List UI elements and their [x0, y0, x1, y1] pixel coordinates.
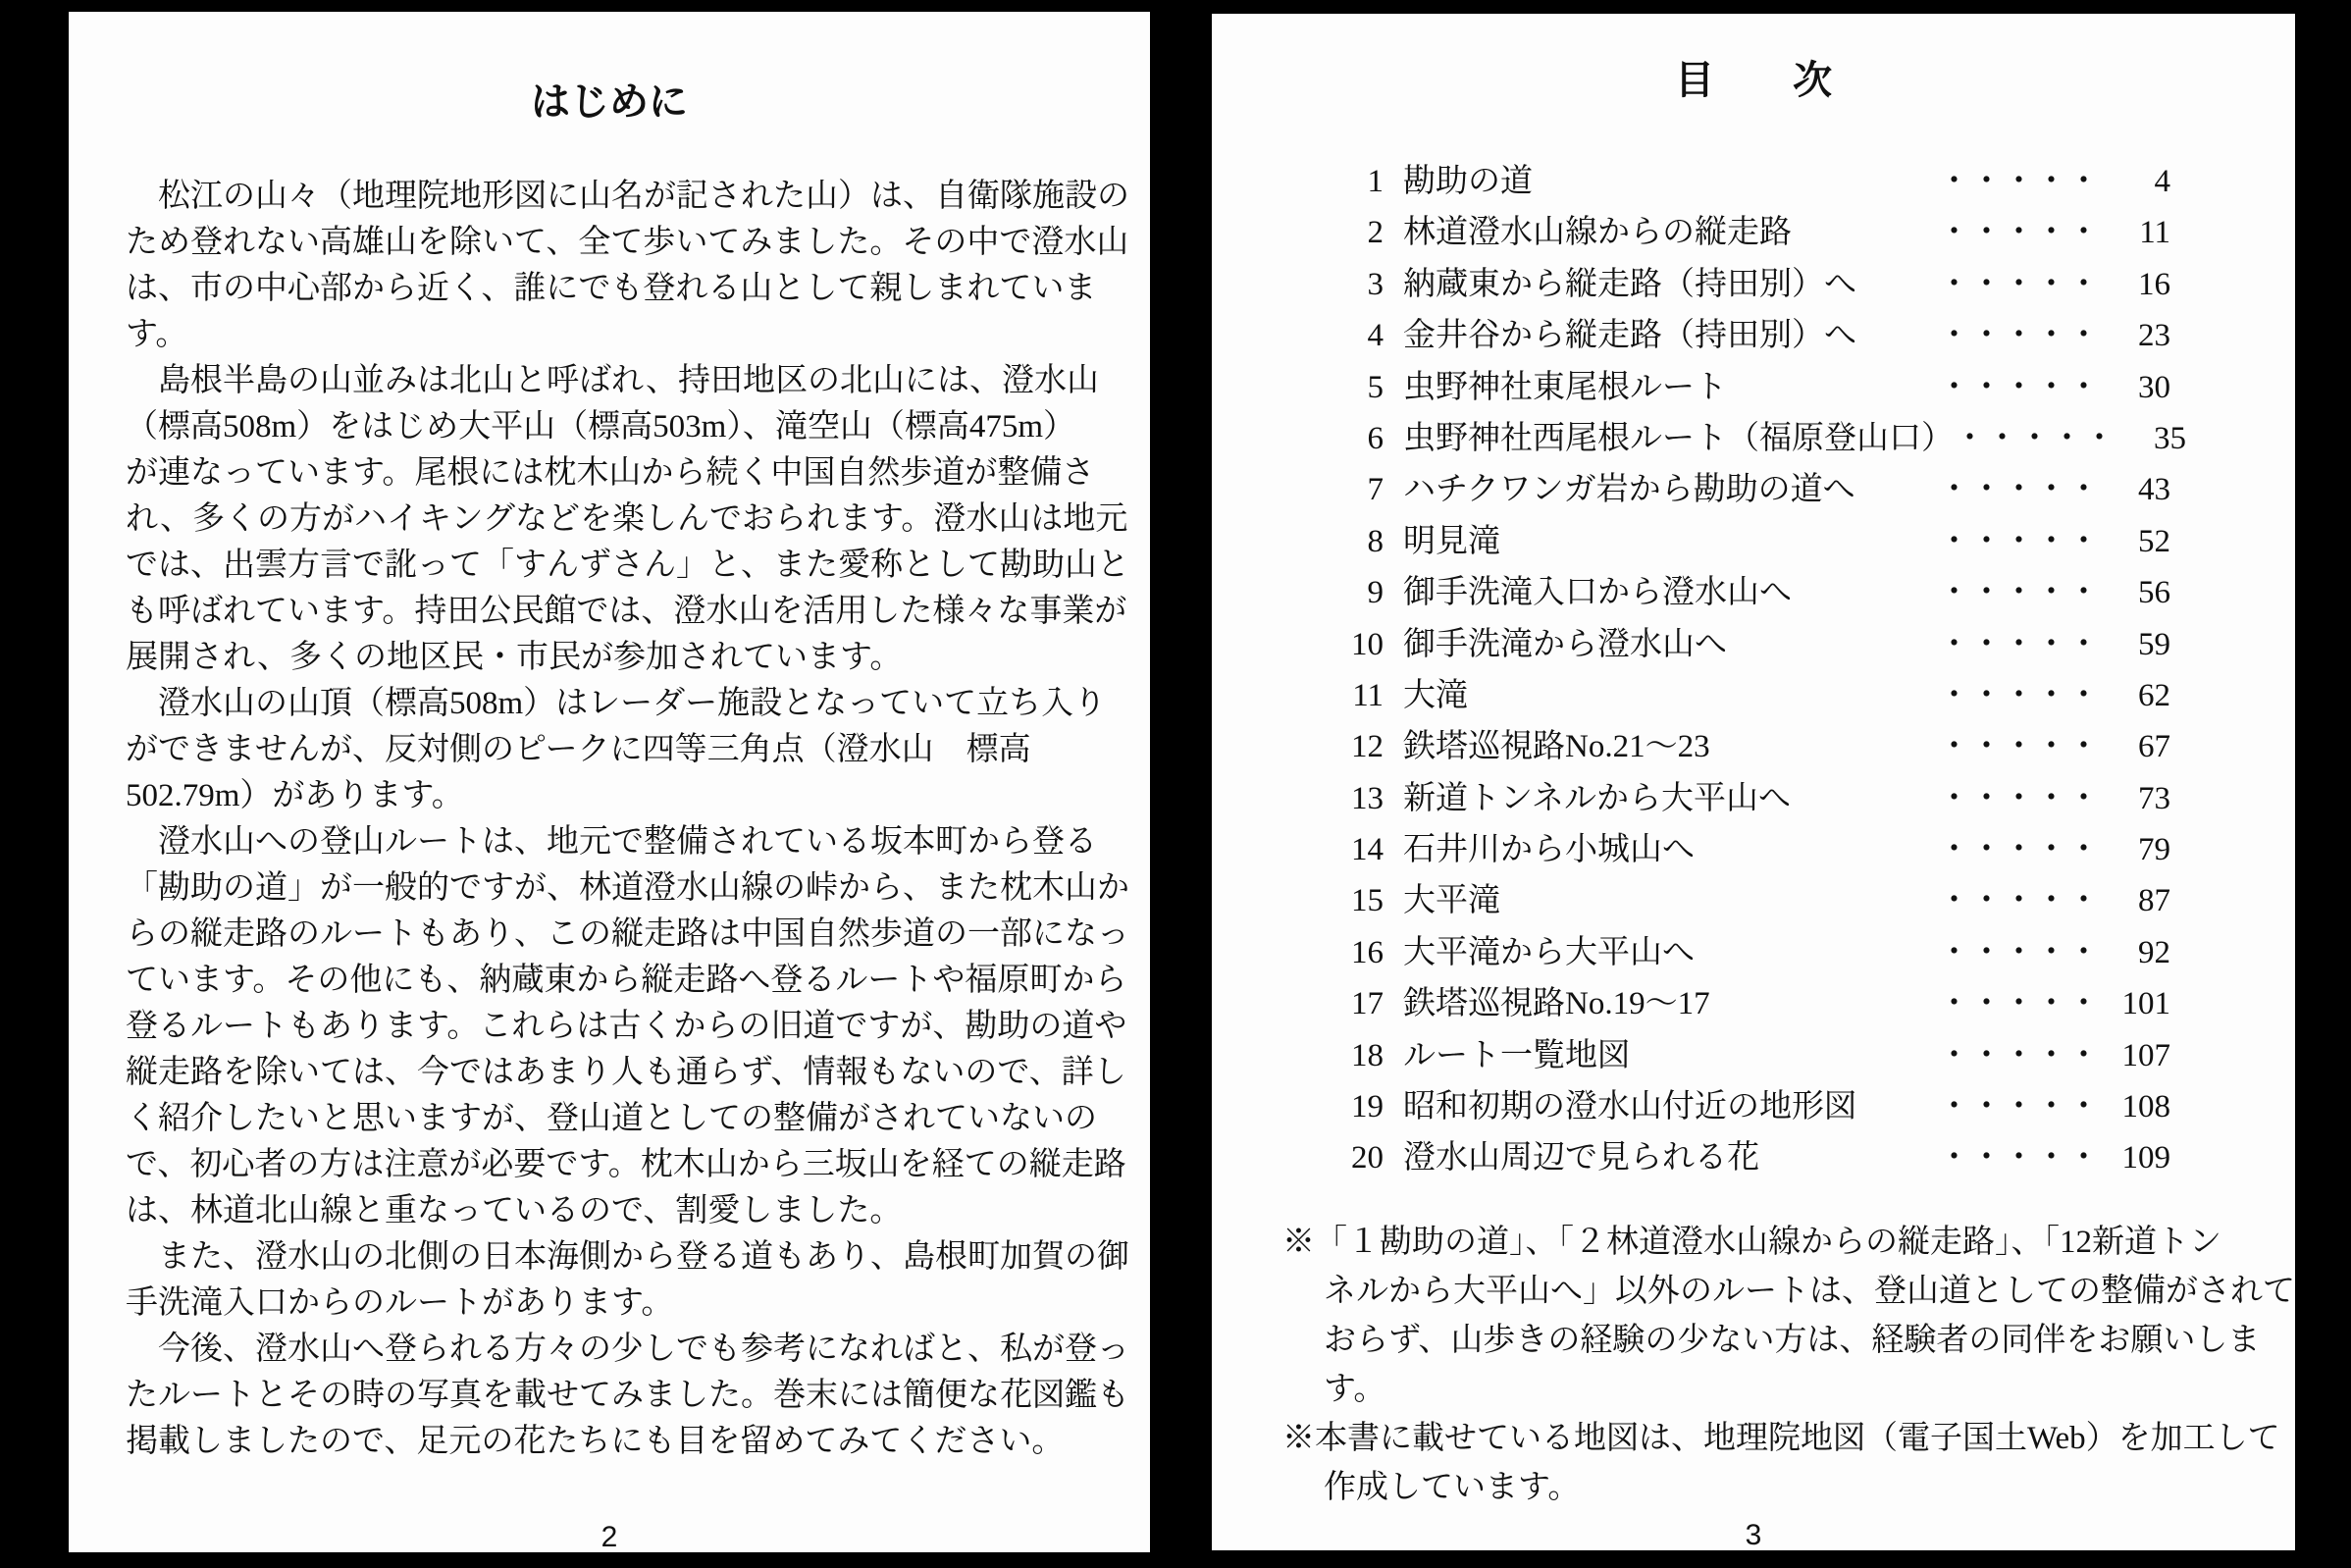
body-text-line: 今後、澄水山へ登られる方々の少しでも参考になればと、私が登っ — [126, 1332, 1129, 1367]
page-left-introduction — [69, 12, 1150, 1552]
toc-item-page: 52 — [2138, 523, 2170, 559]
toc-item-page: 62 — [2138, 677, 2170, 713]
body-text-line: 縦走路を除いては、今ではあまり人も通らず、情報もないので、詳し — [126, 1055, 1126, 1090]
footnote-line: ※「１勘助の道」、「２林道澄水山線からの縦走路」、「12新道トン — [1282, 1225, 2221, 1260]
toc-row — [1342, 413, 2186, 464]
toc-leader-dots: ・・・・・ — [1954, 420, 2116, 456]
toc-item-number: 10 — [1351, 626, 1384, 662]
toc-row — [1342, 362, 2170, 413]
toc-leader-dots: ・・・・・ — [1938, 986, 2100, 1022]
body-text-line: では、出雲方言で訛って「すんずさん」と、また愛称として勘助山と — [126, 548, 1129, 583]
body-text-line: 手洗滝入口からのルートがあります。 — [126, 1285, 674, 1321]
introduction-body — [126, 174, 1129, 1465]
body-text-line: らの縦走路のルートもあり、この縦走路は中国自然歩道の一部になっ — [126, 916, 1129, 952]
body-text-line: 澄水山の山頂（標高508m）はレーダー施設となっていて立ち入り — [126, 686, 1107, 721]
toc-leader-dots: ・・・・・ — [1938, 677, 2100, 713]
toc-item-label: 大平滝 — [1403, 883, 1500, 919]
toc-row — [1342, 824, 2170, 875]
body-text-line: また、澄水山の北側の日本海側から登る道もあり、島根町加賀の御 — [126, 1239, 1129, 1275]
footnote — [1282, 1414, 2280, 1512]
page-right-table-of-contents — [1212, 14, 2295, 1550]
toc-item-page: 4 — [2154, 164, 2170, 199]
toc-item-label: 昭和初期の澄水山付近の地形図 — [1403, 1089, 1856, 1125]
footnote-line: ※本書に載せている地図は、地理院地図（電子国土Web）を加工して — [1282, 1421, 2280, 1456]
toc-leader-dots: ・・・・・ — [1938, 318, 2100, 354]
toc-leader-dots: ・・・・・ — [1938, 215, 2100, 251]
toc-item-label: 鉄塔巡視路No.19〜17 — [1403, 986, 1710, 1022]
body-text-line: ため登れない高雄山を除いて、全て歩いてみました。その中で澄水山 — [126, 225, 1129, 260]
toc-list — [1342, 156, 2186, 1184]
page-number-left: 2 — [601, 1521, 618, 1553]
footnote-line: ネルから大平山へ」以外のルートは、登山道としての整備がされて — [1324, 1274, 2295, 1309]
toc-item-number: 2 — [1367, 215, 1384, 251]
toc-row — [1342, 310, 2170, 361]
toc-item-page: 87 — [2138, 883, 2170, 919]
body-text-line: も呼ばれています。持田公民館では、澄水山を活用した様々な事業が — [126, 594, 1127, 629]
toc-item-label: 御手洗滝入口から澄水山へ — [1403, 575, 1792, 611]
toc-leader-dots: ・・・・・ — [1938, 780, 2100, 816]
toc-row — [1342, 875, 2170, 926]
toc-row — [1342, 207, 2170, 258]
toc-item-label: 納蔵東から縦走路（持田別）へ — [1403, 266, 1856, 302]
toc-item-label: 虫野神社東尾根ルート — [1403, 369, 1727, 405]
page-title-toc: 目 次 — [1675, 58, 1852, 102]
toc-item-number: 6 — [1367, 420, 1384, 456]
toc-row — [1342, 156, 2170, 207]
toc-item-number: 15 — [1351, 883, 1384, 919]
toc-leader-dots: ・・・・・ — [1938, 1140, 2100, 1176]
toc-item-number: 20 — [1351, 1140, 1384, 1176]
toc-row — [1342, 927, 2170, 978]
toc-leader-dots: ・・・・・ — [1938, 626, 2100, 662]
footnote-line: 作成しています。 — [1324, 1470, 1581, 1505]
toc-item-number: 11 — [1352, 677, 1384, 713]
toc-item-number: 13 — [1351, 780, 1384, 816]
toc-leader-dots: ・・・・・ — [1938, 266, 2100, 302]
toc-item-label: 明見滝 — [1403, 523, 1500, 559]
footnote-line: す。 — [1324, 1372, 1386, 1407]
toc-row — [1342, 1030, 2170, 1081]
toc-row — [1342, 978, 2170, 1029]
toc-item-page: 109 — [2121, 1140, 2170, 1176]
toc-item-number: 14 — [1351, 832, 1384, 868]
toc-item-number: 1 — [1367, 164, 1384, 199]
footnote — [1282, 1218, 2295, 1414]
toc-item-label: 石井川から小城山へ — [1403, 832, 1695, 868]
toc-leader-dots: ・・・・・ — [1938, 472, 2100, 508]
toc-item-page: 108 — [2121, 1089, 2170, 1125]
body-text-line: 展開され、多くの地区民・市民が参加されています。 — [126, 640, 903, 675]
toc-item-page: 43 — [2138, 472, 2170, 508]
toc-leader-dots: ・・・・・ — [1938, 729, 2100, 765]
toc-item-label: 大平滝から大平山へ — [1403, 934, 1695, 970]
toc-item-label: 澄水山周辺で見られる花 — [1403, 1140, 1759, 1176]
toc-item-label: 大滝 — [1403, 677, 1468, 713]
toc-row — [1342, 1132, 2170, 1183]
toc-item-number: 5 — [1367, 369, 1384, 405]
toc-item-label: 鉄塔巡視路No.21〜23 — [1403, 729, 1710, 765]
toc-leader-dots: ・・・・・ — [1938, 575, 2100, 611]
body-text-line: は、市の中心部から近く、誰にでも登れる山として親しまれていま — [126, 271, 1097, 306]
body-text-line: 登るルートもあります。これらは古くからの旧道ですが、勘助の道や — [126, 1009, 1127, 1044]
body-text-line: 澄水山への登山ルートは、地元で整備されている坂本町から登る — [126, 824, 1097, 860]
toc-item-page: 101 — [2121, 986, 2170, 1022]
toc-item-number: 18 — [1351, 1037, 1384, 1073]
footnote-line: おらず、山歩きの経験の少ない方は、経験者の同伴をお願いしま — [1324, 1323, 2261, 1358]
toc-item-number: 8 — [1367, 523, 1384, 559]
toc-item-page: 56 — [2138, 575, 2170, 611]
toc-item-page: 73 — [2138, 780, 2170, 816]
toc-item-page: 35 — [2154, 420, 2186, 456]
body-text-line: 島根半島の山並みは北山と呼ばれ、持田地区の北山には、澄水山 — [126, 363, 1099, 398]
toc-item-label: 虫野神社西尾根ルート（福原登山口） — [1403, 420, 1954, 456]
toc-leader-dots: ・・・・・ — [1938, 934, 2100, 970]
body-text-line: 502.79m）があります。 — [126, 778, 464, 813]
toc-item-label: ルート一覧地図 — [1403, 1037, 1630, 1073]
toc-item-number: 3 — [1367, 266, 1384, 302]
toc-row — [1342, 516, 2170, 567]
body-text-line: ができませんが、反対側のピークに四等三角点（澄水山 標高 — [126, 732, 1031, 767]
body-text-line: 掲載しましたので、足元の花たちにも目を留めてみてください。 — [126, 1424, 1065, 1459]
toc-item-number: 7 — [1367, 472, 1384, 508]
toc-item-number: 9 — [1367, 575, 1384, 611]
toc-item-label: 御手洗滝から澄水山へ — [1403, 626, 1727, 662]
body-text-line: で、初心者の方は注意が必要です。枕木山から三坂山を経ての縦走路 — [126, 1147, 1126, 1182]
body-text-line: 「勘助の道」が一般的ですが、林道澄水山線の峠から、また枕木山か — [126, 870, 1129, 906]
body-text-line: 松江の山々（地理院地形図に山名が記された山）は、自衛隊施設の — [126, 179, 1129, 214]
toc-row — [1342, 1081, 2170, 1132]
toc-item-page: 23 — [2138, 318, 2170, 354]
toc-item-label: ハチクワンガ岩から勘助の道へ — [1403, 472, 1855, 508]
toc-item-number: 17 — [1351, 986, 1384, 1022]
toc-item-label: 勘助の道 — [1403, 164, 1533, 199]
toc-leader-dots: ・・・・・ — [1938, 1089, 2100, 1125]
toc-row — [1342, 721, 2170, 772]
body-text-line: は、林道北山線と重なっているので、割愛しました。 — [126, 1193, 903, 1228]
toc-item-number: 12 — [1351, 729, 1384, 765]
toc-item-label: 林道澄水山線からの縦走路 — [1403, 215, 1792, 251]
toc-leader-dots: ・・・・・ — [1938, 523, 2100, 559]
toc-row — [1342, 464, 2170, 515]
toc-item-page: 107 — [2121, 1037, 2170, 1073]
toc-item-page: 67 — [2138, 729, 2170, 765]
toc-row — [1342, 567, 2170, 618]
body-text-line: す。 — [126, 317, 188, 352]
toc-leader-dots: ・・・・・ — [1938, 883, 2100, 919]
toc-item-page: 30 — [2138, 369, 2170, 405]
toc-leader-dots: ・・・・・ — [1938, 164, 2100, 199]
toc-item-page: 92 — [2138, 934, 2170, 970]
toc-footnotes — [1282, 1218, 2295, 1512]
toc-item-label: 新道トンネルから大平山へ — [1403, 780, 1792, 816]
toc-leader-dots: ・・・・・ — [1938, 832, 2100, 868]
body-text-line: たルートとその時の写真を載せてみました。巻末には簡便な花図鑑も — [126, 1378, 1129, 1413]
toc-item-number: 4 — [1367, 318, 1384, 354]
body-text-line: ています。その他にも、納蔵東から縦走路へ登るルートや福原町から — [126, 963, 1127, 998]
toc-item-page: 59 — [2138, 626, 2170, 662]
toc-item-page: 11 — [2139, 215, 2170, 251]
toc-item-number: 19 — [1351, 1089, 1384, 1125]
toc-row — [1342, 773, 2170, 824]
toc-leader-dots: ・・・・・ — [1938, 369, 2100, 405]
body-text-line: （標高508m）をはじめ大平山（標高503m）、滝空山（標高475m） — [126, 409, 1076, 444]
toc-leader-dots: ・・・・・ — [1938, 1037, 2100, 1073]
body-text-line: れ、多くの方がハイキングなどを楽しんでおられます。澄水山は地元 — [126, 501, 1128, 537]
page-title-introduction: はじめに — [531, 79, 688, 124]
toc-row — [1342, 619, 2170, 670]
toc-row — [1342, 670, 2170, 721]
toc-item-number: 16 — [1351, 934, 1384, 970]
toc-row — [1342, 259, 2170, 310]
body-text-line: が連なっています。尾根には枕木山から続く中国自然歩道が整備さ — [126, 455, 1095, 491]
toc-item-page: 79 — [2138, 832, 2170, 868]
toc-item-page: 16 — [2138, 266, 2170, 302]
toc-item-label: 金井谷から縦走路（持田別）へ — [1403, 318, 1856, 354]
page-number-right: 3 — [1745, 1519, 1762, 1551]
body-text-line: く紹介したいと思いますが、登山道としての整備がされていないの — [126, 1101, 1097, 1136]
